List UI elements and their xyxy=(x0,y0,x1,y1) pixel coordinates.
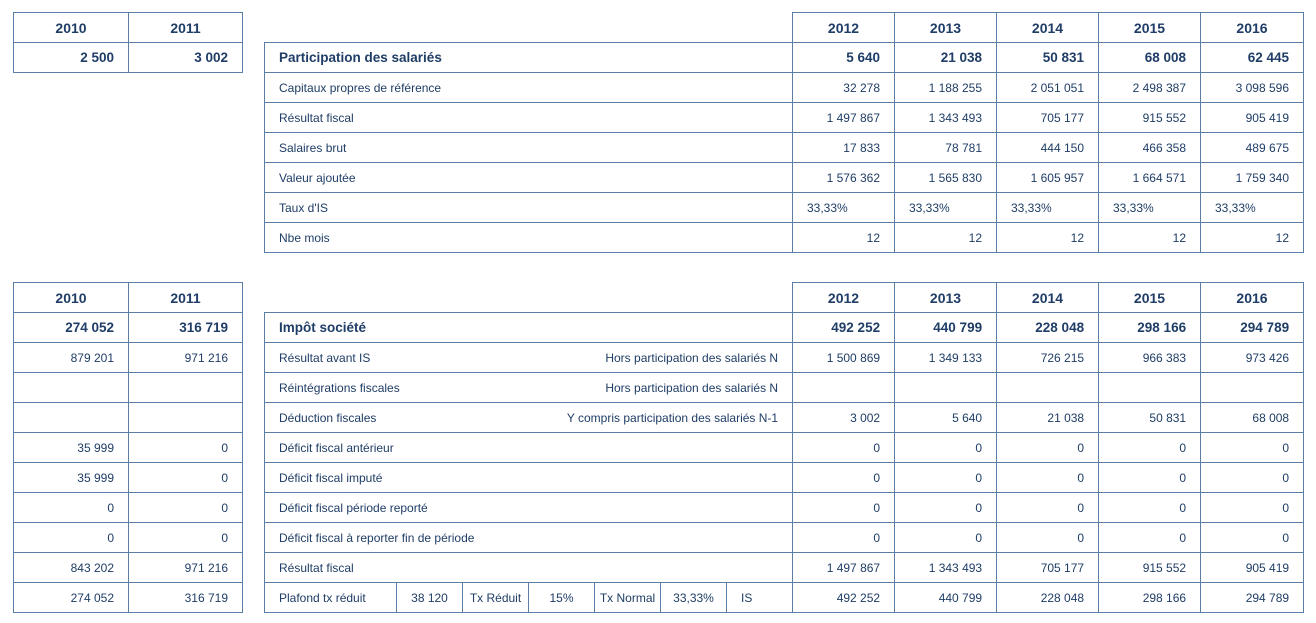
table-cell: 466 358 xyxy=(1099,133,1201,163)
table-cell: 294 789 xyxy=(1201,583,1304,613)
table-cell: 3 098 596 xyxy=(1201,73,1304,103)
tx-reduit-value: 15% xyxy=(529,583,595,613)
table-cell: 0 xyxy=(895,523,997,553)
row-label: Résultat fiscal xyxy=(265,553,793,583)
table-cell xyxy=(997,373,1099,403)
table-cell: 0 xyxy=(793,523,895,553)
table-row xyxy=(14,343,243,373)
table-cell: 879 201 xyxy=(14,343,129,373)
year-header: 2010 xyxy=(14,283,129,313)
table-cell: 5 640 xyxy=(793,43,895,73)
row-label: Capitaux propres de référence xyxy=(265,73,793,103)
table-cell: 12 xyxy=(895,223,997,253)
table-cell: 973 426 xyxy=(1201,343,1304,373)
table-cell: 0 xyxy=(1099,463,1201,493)
row-label: Nbe mois xyxy=(265,223,793,253)
table-cell: 0 xyxy=(895,463,997,493)
table-row xyxy=(265,463,1304,493)
row-label: Résultat fiscal xyxy=(265,103,793,133)
table-cell: 274 052 xyxy=(14,313,129,343)
left-bottom-table xyxy=(13,282,243,613)
table-cell: 966 383 xyxy=(1099,343,1201,373)
table-cell: 78 781 xyxy=(895,133,997,163)
row-note: Hors participation des salariés N xyxy=(605,350,779,365)
tx-normal-label: Tx Normal xyxy=(595,583,661,613)
table-row xyxy=(265,73,1304,103)
table-cell: 33,33% xyxy=(997,193,1099,223)
table-cell: 1 605 957 xyxy=(997,163,1099,193)
participation-table xyxy=(264,42,1304,253)
table-cell: 294 789 xyxy=(1201,313,1304,343)
row-label: Déficit fiscal période reporté xyxy=(265,493,793,523)
table-cell: 440 799 xyxy=(895,583,997,613)
table-cell: 0 xyxy=(997,433,1099,463)
table-cell: 971 216 xyxy=(129,553,243,583)
table-cell: 905 419 xyxy=(1201,553,1304,583)
plafond-label: Plafond tx réduit xyxy=(265,583,397,613)
table-cell: 17 833 xyxy=(793,133,895,163)
table-cell: 489 675 xyxy=(1201,133,1304,163)
table-cell: 0 xyxy=(14,493,129,523)
plafond-value: 38 120 xyxy=(397,583,463,613)
table-row xyxy=(265,223,1304,253)
table-cell: 843 202 xyxy=(14,553,129,583)
table-cell xyxy=(129,373,243,403)
table-cell: 905 419 xyxy=(1201,103,1304,133)
is-label: IS xyxy=(727,583,793,613)
table-cell: 971 216 xyxy=(129,343,243,373)
table-row xyxy=(265,523,1304,553)
table-cell: 444 150 xyxy=(997,133,1099,163)
impot-years-table xyxy=(792,282,1304,313)
table-cell: 2 498 387 xyxy=(1099,73,1201,103)
table-cell: 0 xyxy=(1201,463,1304,493)
table-cell: 68 008 xyxy=(1201,403,1304,433)
section-title: Impôt société xyxy=(265,313,793,343)
table-cell: 0 xyxy=(129,463,243,493)
table-row xyxy=(265,133,1304,163)
row-label: Déficit fiscal à reporter fin de période xyxy=(265,523,793,553)
table-cell: 1 565 830 xyxy=(895,163,997,193)
table-cell xyxy=(14,403,129,433)
table-cell: 0 xyxy=(129,433,243,463)
table-cell: 0 xyxy=(129,523,243,553)
year-header: 2016 xyxy=(1201,283,1304,313)
tx-normal-value: 33,33% xyxy=(661,583,727,613)
year-header: 2010 xyxy=(14,13,129,43)
table-cell xyxy=(1099,373,1201,403)
table-cell: 62 445 xyxy=(1201,43,1304,73)
table-cell: 228 048 xyxy=(997,313,1099,343)
row-label: Déficit fiscal antérieur xyxy=(265,433,793,463)
table-cell: 492 252 xyxy=(793,313,895,343)
table-cell: 0 xyxy=(793,493,895,523)
table-cell: 0 xyxy=(1099,433,1201,463)
table-cell: 12 xyxy=(997,223,1099,253)
table-cell: 1 497 867 xyxy=(793,103,895,133)
year-header: 2011 xyxy=(129,13,243,43)
table-cell: 3 002 xyxy=(793,403,895,433)
table-cell xyxy=(129,403,243,433)
table-row xyxy=(265,493,1304,523)
table-row xyxy=(14,313,243,343)
table-cell: 21 038 xyxy=(895,43,997,73)
year-header: 2014 xyxy=(997,283,1099,313)
table-cell: 1 759 340 xyxy=(1201,163,1304,193)
row-note: Y compris participation des salariés N-1 xyxy=(566,410,779,425)
table-row xyxy=(14,583,243,613)
table-cell: 492 252 xyxy=(793,583,895,613)
table-row xyxy=(14,463,243,493)
table-cell: 0 xyxy=(1099,523,1201,553)
table-cell: 1 664 571 xyxy=(1099,163,1201,193)
table-cell: 33,33% xyxy=(1099,193,1201,223)
table-cell: 440 799 xyxy=(895,313,997,343)
row-note: Hors participation des salariés N xyxy=(605,380,779,395)
table-cell: 0 xyxy=(895,433,997,463)
table-cell: 68 008 xyxy=(1099,43,1201,73)
table-cell xyxy=(895,373,997,403)
table-cell: 35 999 xyxy=(14,463,129,493)
table-row xyxy=(14,433,243,463)
table-cell xyxy=(793,373,895,403)
table-cell: 1 497 867 xyxy=(793,553,895,583)
table-cell: 316 719 xyxy=(129,313,243,343)
table-row xyxy=(14,403,243,433)
table-cell: 0 xyxy=(997,463,1099,493)
year-header: 2012 xyxy=(793,13,895,43)
table-cell: 274 052 xyxy=(14,583,129,613)
table-row xyxy=(265,553,1304,583)
table-cell: 50 831 xyxy=(997,43,1099,73)
table-cell: 726 215 xyxy=(997,343,1099,373)
table-cell: 32 278 xyxy=(793,73,895,103)
table-row xyxy=(14,493,243,523)
table-row xyxy=(14,553,243,583)
table-cell: 2 051 051 xyxy=(997,73,1099,103)
row-label-cell xyxy=(265,373,793,403)
table-cell: 0 xyxy=(1201,523,1304,553)
table-row xyxy=(14,523,243,553)
table-cell: 705 177 xyxy=(997,103,1099,133)
table-cell xyxy=(14,373,129,403)
year-header: 2014 xyxy=(997,13,1099,43)
tx-reduit-label: Tx Réduit xyxy=(463,583,529,613)
table-cell: 0 xyxy=(14,523,129,553)
table-row xyxy=(265,343,1304,373)
table-row xyxy=(14,373,243,403)
table-row xyxy=(265,403,1304,433)
table-row xyxy=(265,433,1304,463)
left-top-table xyxy=(13,12,243,73)
table-cell: 21 038 xyxy=(997,403,1099,433)
impot-table xyxy=(264,312,1304,613)
table-cell: 0 xyxy=(997,523,1099,553)
table-cell: 50 831 xyxy=(1099,403,1201,433)
row-label: Déficit fiscal imputé xyxy=(265,463,793,493)
table-cell: 705 177 xyxy=(997,553,1099,583)
table-cell: 298 166 xyxy=(1099,583,1201,613)
table-cell: 1 343 493 xyxy=(895,553,997,583)
table-cell: 0 xyxy=(1099,493,1201,523)
table-cell: 33,33% xyxy=(1201,193,1304,223)
table-cell: 0 xyxy=(997,493,1099,523)
row-label: Déduction fiscales xyxy=(279,410,377,425)
table-cell: 0 xyxy=(1201,493,1304,523)
section-title: Participation des salariés xyxy=(265,43,793,73)
table-cell: 0 xyxy=(895,493,997,523)
year-header: 2013 xyxy=(895,283,997,313)
row-label: Salaires brut xyxy=(265,133,793,163)
year-header: 2013 xyxy=(895,13,997,43)
table-row xyxy=(265,193,1304,223)
table-cell: 0 xyxy=(129,493,243,523)
table-cell: 0 xyxy=(793,433,895,463)
year-header: 2012 xyxy=(793,283,895,313)
table-cell xyxy=(1201,373,1304,403)
table-row xyxy=(265,163,1304,193)
table-row xyxy=(265,373,1304,403)
table-cell: 0 xyxy=(793,463,895,493)
table-cell: 33,33% xyxy=(793,193,895,223)
table-cell: 12 xyxy=(1099,223,1201,253)
year-header: 2015 xyxy=(1099,13,1201,43)
table-cell: 915 552 xyxy=(1099,103,1201,133)
table-cell: 0 xyxy=(1201,433,1304,463)
table-cell: 12 xyxy=(793,223,895,253)
year-header: 2015 xyxy=(1099,283,1201,313)
row-label-cell xyxy=(265,343,793,373)
row-label: Réintégrations fiscales xyxy=(279,380,400,395)
table-cell: 1 349 133 xyxy=(895,343,997,373)
table-cell: 228 048 xyxy=(997,583,1099,613)
table-cell: 33,33% xyxy=(895,193,997,223)
table-row xyxy=(265,103,1304,133)
table-cell: 12 xyxy=(1201,223,1304,253)
table-cell: 2 500 xyxy=(14,43,129,73)
year-header: 2011 xyxy=(129,283,243,313)
table-cell: 298 166 xyxy=(1099,313,1201,343)
table-cell: 1 188 255 xyxy=(895,73,997,103)
table-cell: 1 500 869 xyxy=(793,343,895,373)
table-cell: 1 343 493 xyxy=(895,103,997,133)
table-cell: 915 552 xyxy=(1099,553,1201,583)
row-label: Taux d'IS xyxy=(265,193,793,223)
row-label: Valeur ajoutée xyxy=(265,163,793,193)
table-cell: 3 002 xyxy=(129,43,243,73)
table-cell: 316 719 xyxy=(129,583,243,613)
table-row xyxy=(265,583,1304,613)
table-cell: 1 576 362 xyxy=(793,163,895,193)
participation-years-table xyxy=(792,12,1304,43)
table-cell: 35 999 xyxy=(14,433,129,463)
table-cell: 5 640 xyxy=(895,403,997,433)
row-label: Résultat avant IS xyxy=(279,350,371,365)
row-label-cell xyxy=(265,403,793,433)
year-header: 2016 xyxy=(1201,13,1304,43)
